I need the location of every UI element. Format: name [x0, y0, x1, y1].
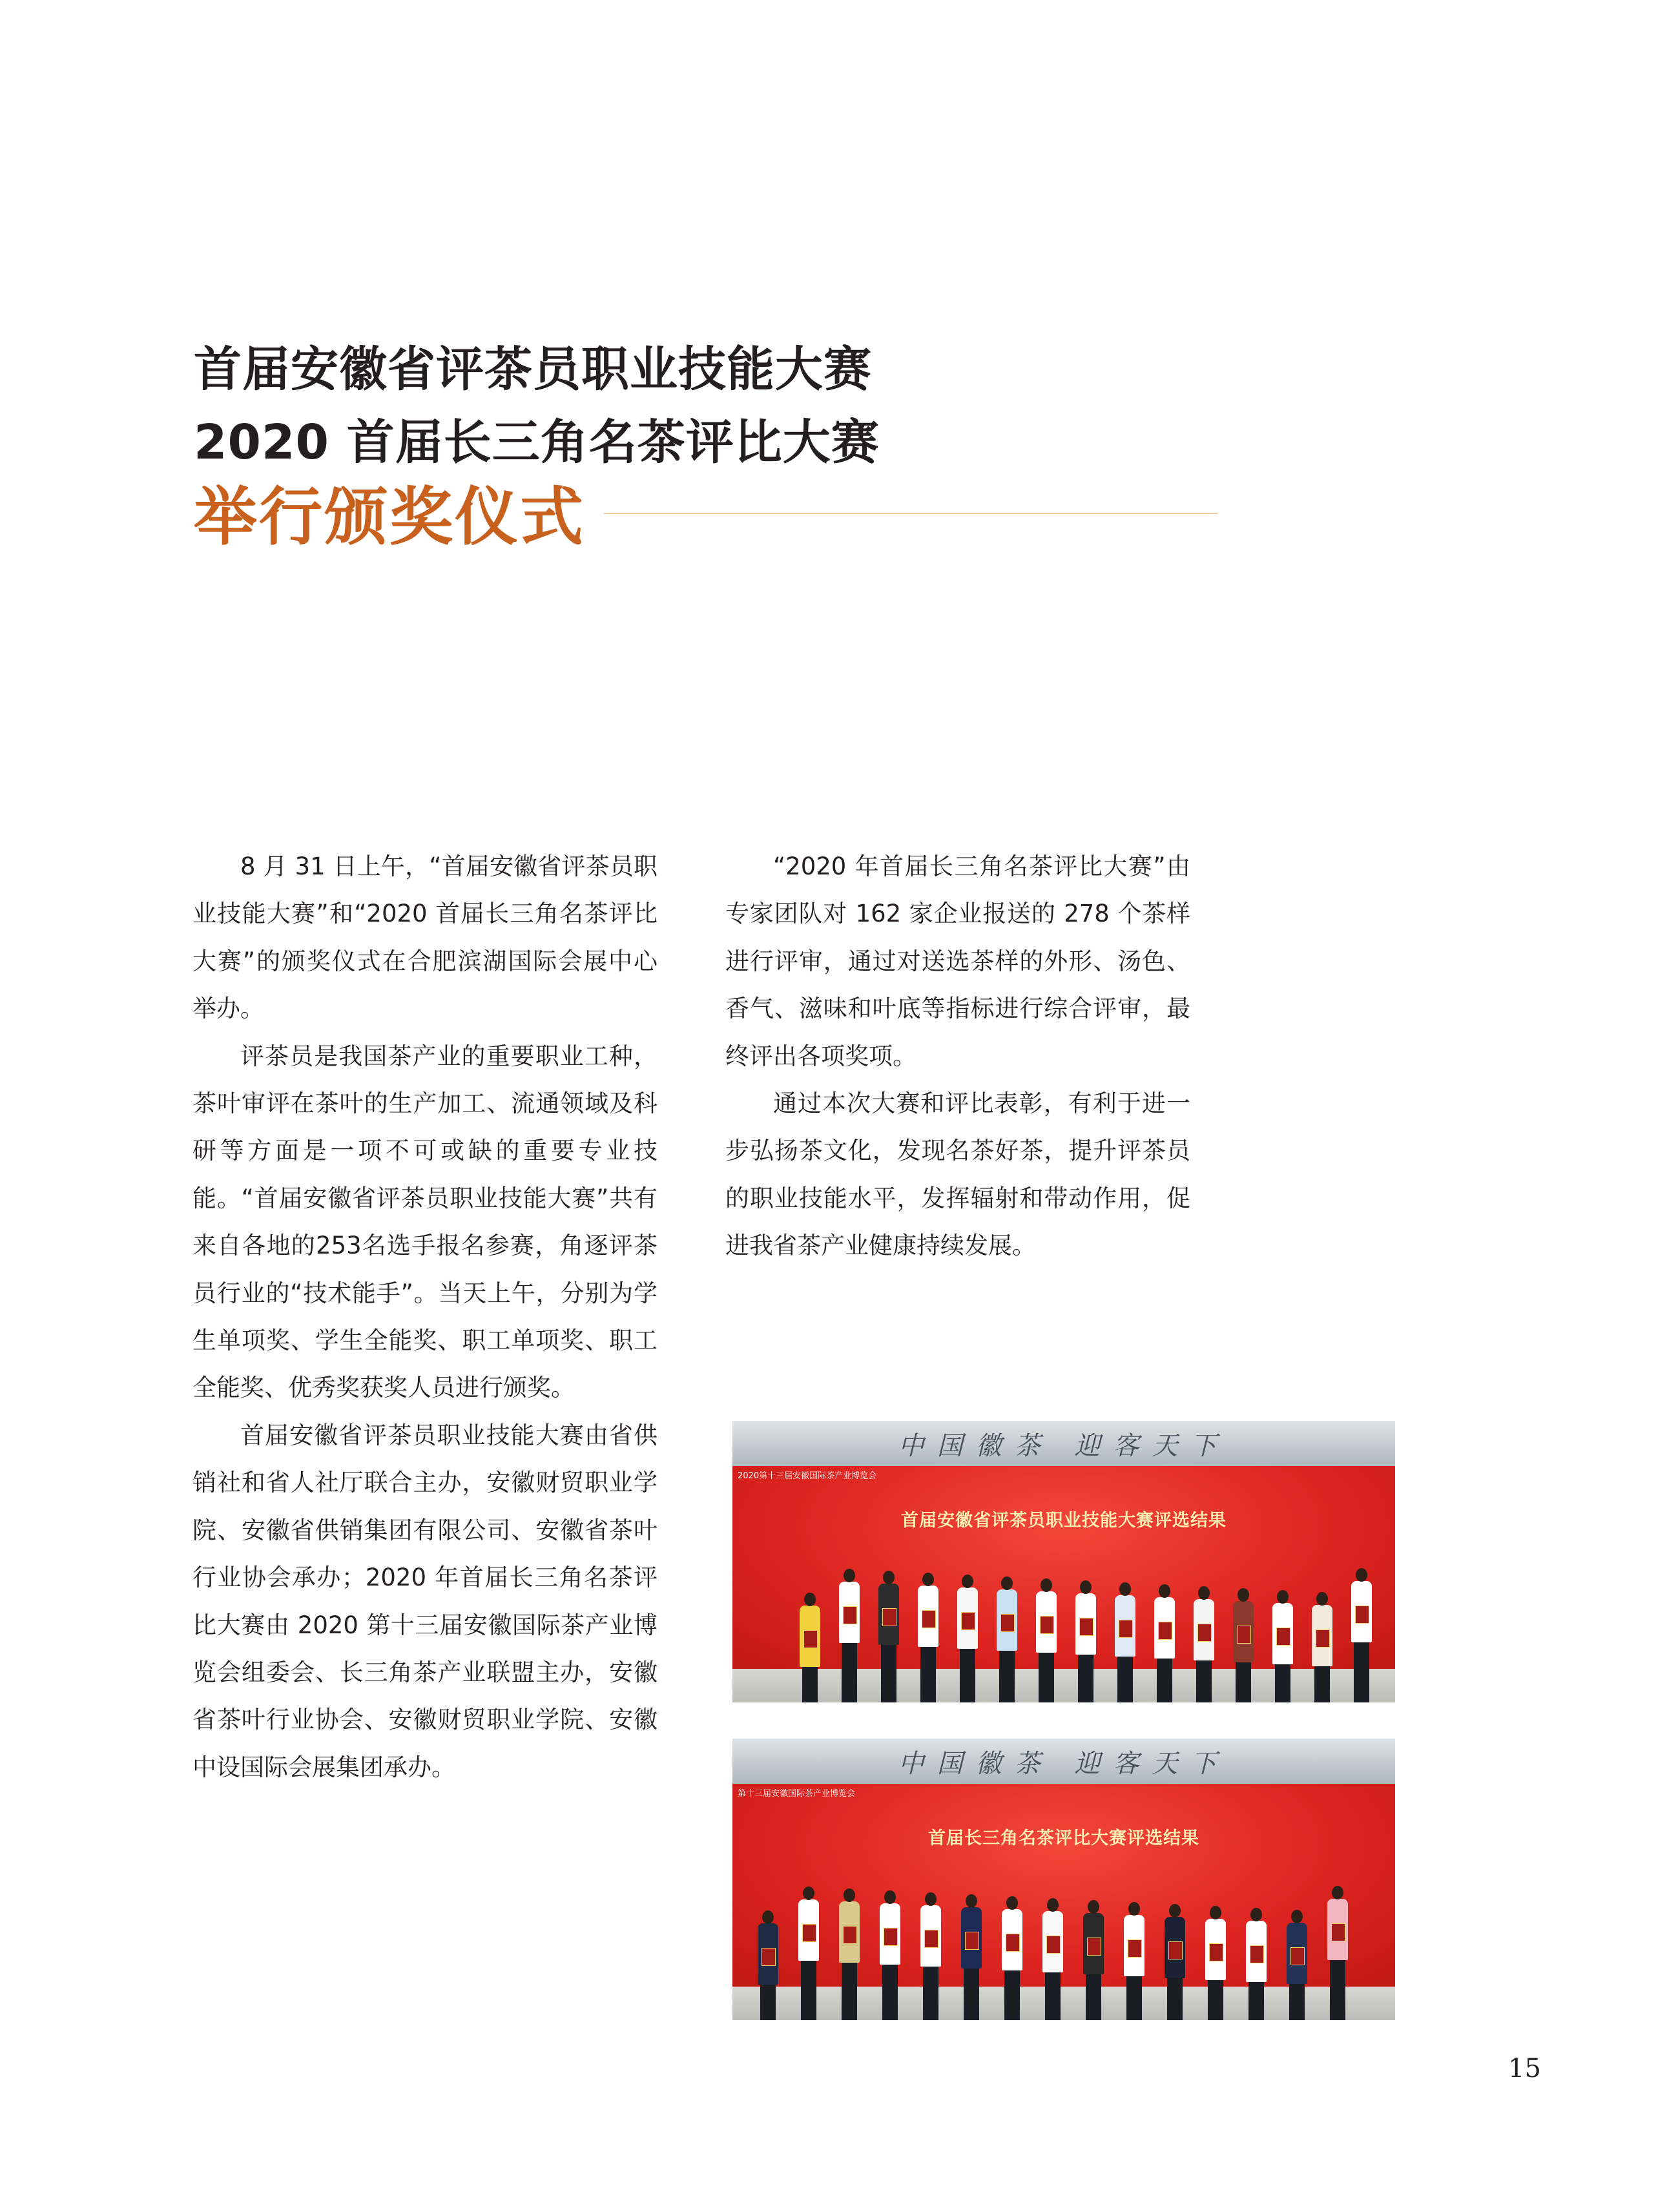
person-figure: [915, 1573, 941, 1702]
person-legs: [999, 1649, 1015, 1702]
person-legs: [1157, 1657, 1172, 1702]
person-figure: [1162, 1904, 1188, 2020]
person-figure: [836, 1888, 862, 2020]
person-head: [1006, 1896, 1018, 1910]
person-figure: [1230, 1588, 1256, 1702]
award-winners-group: [732, 1826, 1395, 2020]
person-legs: [760, 1983, 776, 2020]
person-head: [1119, 1582, 1131, 1596]
person-figure: [1112, 1582, 1138, 1702]
certificate-icon: [1046, 1936, 1061, 1954]
person-head: [1198, 1586, 1210, 1600]
award-ceremony-photo-1: [732, 1421, 1395, 1702]
person-head: [1047, 1898, 1059, 1912]
paragraph: “2020 年首届长三角名茶评比大赛”由专家团队对 162 家企业报送的 278 个茶样进行评审，通过对送选茶样的外形、汤色、香气、滋味和叶底等指标进行综合评审，最终评出各项奖项。: [725, 853, 1190, 1070]
certificate-icon: [1316, 1629, 1330, 1648]
person-figure: [1152, 1584, 1177, 1702]
right-text-column: [725, 843, 1190, 1270]
person-head: [1277, 1590, 1289, 1604]
person-figure: [1284, 1910, 1310, 2020]
certificate-icon: [1209, 1943, 1223, 1961]
person-legs: [1117, 1655, 1133, 1702]
person-figure: [755, 1910, 781, 2020]
person-head: [1169, 1904, 1181, 1917]
certificate-icon: [1040, 1616, 1054, 1634]
certificate-icon: [1158, 1622, 1172, 1640]
person-figure: [1073, 1580, 1099, 1702]
person-figure: [796, 1886, 822, 2020]
paragraph: 8 月 31 日上午，“首届安徽省评茶员职业技能大赛”和“2020 首届长三角名茶评比大赛”的颁奖仪式在合肥滨湖国际会展中心举办。: [192, 853, 658, 1023]
certificate-icon: [803, 1630, 818, 1648]
person-figure: [1203, 1906, 1228, 2020]
certificate-icon: [1079, 1618, 1093, 1636]
certificate-icon: [1237, 1626, 1251, 1644]
certificate-icon: [1087, 1938, 1101, 1956]
person-legs: [1275, 1663, 1290, 1702]
screen-title: 首届长三角名茶评比大赛评选结果: [928, 1828, 1199, 1848]
person-head: [1316, 1592, 1328, 1606]
screen-title: 首届安徽省评茶员职业技能大赛评选结果: [901, 1511, 1227, 1531]
person-legs: [882, 1963, 898, 2020]
person-legs: [1039, 1651, 1054, 1702]
person-legs: [1314, 1665, 1330, 1702]
paragraph: 评茶员是我国茶产业的重要职业工种，茶叶审评在茶叶的生产加工、流通领域及科研等方面是一项不可或缺的重要专业技能。“首届安徽省评茶员职业技能大赛”共有来自各地的253名选手报名参赛，角逐评茶员行业的“技术能手”。当天上午，分别为学生单项奖、学生全能奖、职工单项奖、职工全能奖、优秀奖获奖人员进行颁奖。: [192, 1042, 658, 1402]
venue-banner: 中国徽茶 迎客天下: [732, 1421, 1395, 1466]
certificate-icon: [843, 1926, 857, 1944]
person-figure: [1040, 1898, 1066, 2020]
person-legs: [801, 1959, 816, 2020]
person-figure: [1325, 1886, 1351, 2020]
person-legs: [923, 1965, 938, 2020]
certificate-icon: [1168, 1941, 1183, 1959]
person-head: [966, 1894, 977, 1908]
person-head: [884, 1890, 896, 1904]
person-head: [1210, 1906, 1221, 1919]
person-head: [1080, 1580, 1092, 1594]
expo-label: 第十三届安徽国际茶产业博览会: [738, 1789, 856, 1799]
person-figure: [836, 1569, 862, 1702]
venue-banner: 中国徽茶 迎客天下: [732, 1739, 1395, 1784]
person-head: [883, 1571, 895, 1584]
headline-line-2: 2020 首届长三角名茶评比大赛: [194, 415, 880, 470]
person-legs: [802, 1666, 818, 1702]
person-head: [922, 1573, 934, 1586]
person-head: [1159, 1584, 1170, 1598]
person-legs: [1354, 1641, 1369, 1702]
person-legs: [960, 1648, 975, 1702]
award-ceremony-photo-2: [732, 1739, 1395, 2020]
person-figure: [1121, 1902, 1147, 2020]
person-legs: [1004, 1969, 1020, 2020]
person-head: [1356, 1568, 1367, 1582]
person-head: [1088, 1900, 1099, 1914]
certificate-icon: [961, 1612, 975, 1630]
certificate-icon: [1250, 1945, 1264, 1963]
page-number: 15: [1508, 2054, 1541, 2083]
certificate-icon: [882, 1608, 896, 1626]
certificate-icon: [965, 1932, 979, 1950]
certificate-icon: [922, 1610, 936, 1628]
person-figure: [1243, 1908, 1269, 2020]
person-head: [925, 1892, 937, 1906]
person-figure: [877, 1890, 903, 2020]
paragraph: 首届安徽省评茶员职业技能大赛由省供销社和省人社厅联合主办，安徽财贸职业学院、安徽省供销集团有限公司、安徽省茶叶行业协会承办；2020 年首届长三角名茶评比大赛由 2020 第十三届安徽国际茶产业博览会组委会、长三角茶产业联盟主办，安徽省茶叶行业协会、安徽财贸职业学院、安徽中设国际会展集团承办。: [192, 1421, 658, 1781]
person-legs: [1236, 1661, 1251, 1702]
person-figure: [1033, 1578, 1059, 1702]
person-figure: [999, 1896, 1025, 2020]
person-legs: [1045, 1971, 1061, 2020]
person-legs: [1126, 1975, 1142, 2020]
paragraph: 通过本次大赛和评比表彰，有利于进一步弘扬茶文化，发现名茶好茶，提升评茶员的职业技能水平，发挥辐射和带动作用，促进我省茶产业健康持续发展。: [725, 1090, 1190, 1260]
person-legs: [1289, 1983, 1305, 2020]
person-head: [1238, 1588, 1249, 1602]
person-legs: [1196, 1659, 1212, 1702]
person-figure: [1309, 1592, 1335, 1702]
certificate-icon: [802, 1924, 816, 1942]
person-head: [804, 1593, 816, 1606]
expo-label: 2020第十三届安徽国际茶产业博览会: [738, 1471, 877, 1481]
certificate-icon: [761, 1948, 776, 1966]
person-legs: [964, 1967, 979, 2020]
certificate-icon: [1197, 1624, 1212, 1642]
person-head: [1291, 1910, 1303, 1923]
certificate-icon: [1000, 1614, 1015, 1632]
person-legs: [842, 1961, 857, 2020]
person-head: [1041, 1578, 1052, 1592]
certificate-icon: [924, 1930, 938, 1948]
person-figure: [1191, 1586, 1217, 1702]
person-legs: [842, 1642, 857, 1702]
person-head: [1128, 1902, 1140, 1916]
person-figure: [797, 1593, 823, 1702]
person-figure: [955, 1575, 980, 1702]
person-legs: [1208, 1979, 1223, 2020]
person-legs: [1248, 1981, 1264, 2020]
certificate-icon: [884, 1928, 898, 1946]
certificate-icon: [1290, 1947, 1305, 1965]
person-head: [803, 1886, 814, 1900]
certificate-icon: [1006, 1934, 1020, 1952]
person-legs: [881, 1644, 896, 1702]
person-head: [1250, 1908, 1262, 1921]
certificate-icon: [1276, 1628, 1290, 1646]
headline-line-1: 首届安徽省评茶员职业技能大赛: [194, 342, 872, 397]
person-head: [844, 1888, 855, 1902]
person-figure: [994, 1576, 1020, 1702]
person-figure: [918, 1892, 944, 2020]
certificate-icon: [843, 1606, 857, 1624]
certificate-icon: [1128, 1939, 1142, 1958]
person-figure: [876, 1571, 902, 1702]
certificate-icon: [1331, 1923, 1345, 1941]
headline-line-3: 举行颁奖仪式: [194, 480, 586, 554]
award-winners-group: [732, 1509, 1395, 1702]
title-divider: [604, 513, 1217, 514]
person-figure: [1081, 1900, 1106, 2020]
person-head: [1001, 1576, 1013, 1590]
person-head: [844, 1569, 855, 1582]
person-figure: [1349, 1568, 1374, 1702]
person-legs: [1086, 1973, 1101, 2020]
person-legs: [1167, 1977, 1183, 2020]
person-legs: [1078, 1653, 1093, 1702]
person-head: [962, 1575, 973, 1588]
person-legs: [1330, 1959, 1345, 2020]
person-figure: [958, 1894, 984, 2020]
person-head: [1332, 1886, 1343, 1899]
person-legs: [920, 1646, 936, 1702]
left-text-column: [192, 843, 658, 1791]
person-head: [762, 1910, 774, 1924]
certificate-icon: [1355, 1606, 1369, 1624]
person-figure: [1270, 1590, 1296, 1702]
certificate-icon: [1119, 1620, 1133, 1638]
